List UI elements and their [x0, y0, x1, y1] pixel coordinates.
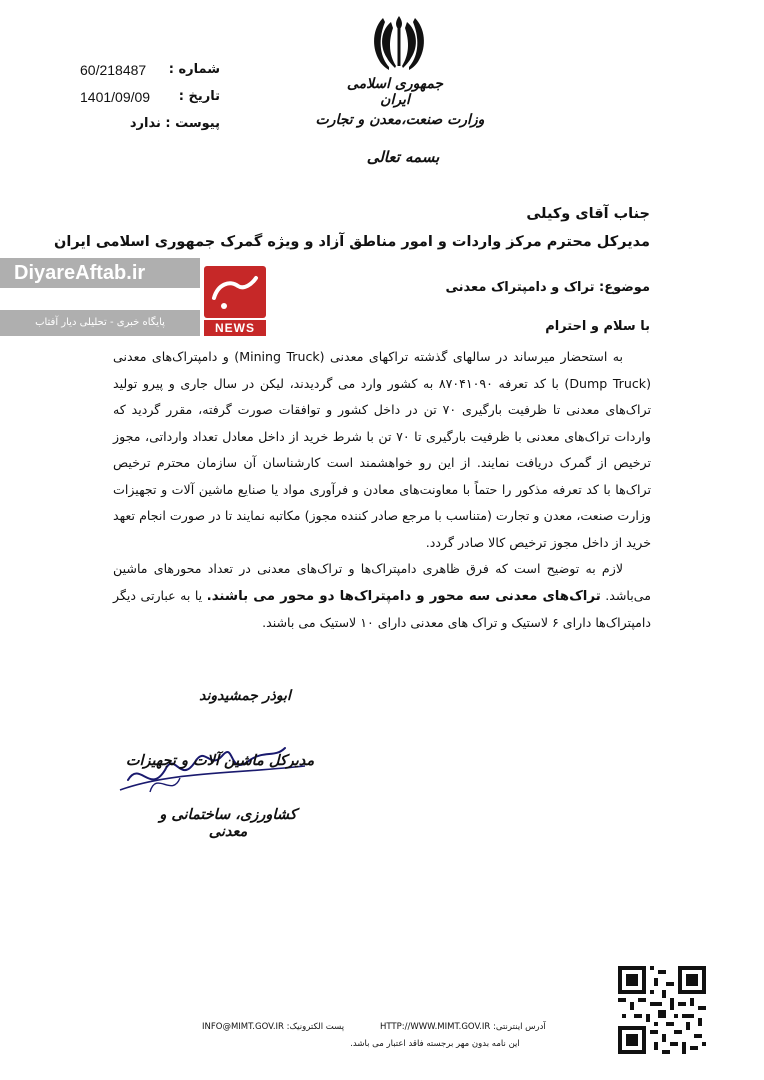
footer-email-label: :پست الکترونیک [286, 1022, 345, 1032]
letter-number [80, 62, 220, 86]
letter-date-value: 1401/09/09 [80, 89, 151, 105]
letter-number-label: شماره : [168, 62, 220, 77]
letter-date [80, 89, 220, 113]
news-logo-label: NEWS [215, 321, 255, 335]
signatory-title-2: کشاورزی، ساختمانی و معدنی [159, 806, 297, 840]
country-title: جمهوری اسلامی ایران [346, 76, 444, 108]
body-paragraph-1: به استحضار میرساند در سالهای گذشته تراکهای معدنی (Mining Truck) و دامپتراک‌های معدنی (Dump Truck) با کد تعرفه ۸۷۰۴۱۰۹۰ به کشور وارد می گردیدند، لیکن در سال جاری و پیرو تولید تراک‌های معدنی تا ظرفیت بارگیری ۷۰ تن در داخل کشور و توافقات صورت گرفته، مقرر گردید که واردات تراک‌های معدنی با ظرفیت بارگیری تا ۷۰ تن با شرط خرید از داخل معادل تعداد وارداتی، مجوز ترخیص از گمرک دریافت نمایند. از این رو خواهشمند است کارشناسان آن سازمان محترم ترخیص تراک‌ها با کد تعرفه مذکور را حتماً با معاونت‌های معادن و فرآوری مواد یا صنایع ماشین آلات و تجهیزات وزارت صنعت، معدن و تجارت (متناسب با مرجع صادر کننده مجوز) مکاتبه نمایند تا در صورت انجام تعهد خرید از داخل مجوز ترخیص کالا صادر گردد. [113, 349, 651, 550]
addressee-title: مدیرکل محترم مرکز واردات و امور مناطق آزاد و ویژه گمرک جمهوری اسلامی ایران [54, 234, 650, 250]
footer-website-value: HTTP://WWW.MIMT.GOV.IR [380, 1022, 491, 1032]
greeting-line: با سلام و احترام [545, 319, 650, 334]
letter-number-value: 60/218487 [80, 62, 147, 78]
body-paragraph-2-end: یا به عبارتی دیگر دامپتراک‌ها دارای ۶ لاستیک و تراک های معدنی دارای ۱۰ لاستیک می باشند. [113, 587, 651, 630]
body-paragraph-2 [113, 556, 651, 637]
body-paragraph-2-start: لازم به توضیح است که فرق ظاهری دامپتراک‌ها و تراک‌های معدنی در تعداد محورهای ماشین می‌باشد. [113, 561, 651, 603]
letter-attachment-label: پیوست : ندارد [129, 116, 220, 131]
letter-attachment [80, 116, 220, 140]
signatory-title-1: مدیرکل ماشین آلات و تجهیزات [125, 752, 315, 769]
news-logo [200, 262, 270, 338]
qr-code-icon [618, 966, 706, 1054]
body-paragraph-2-emphasis: تراک‌های معدنی سه محور و دامپتراک‌ها دو محور می باشند. [206, 588, 601, 604]
subject-line: موضوع: تراک و دامپتراک معدنی [445, 280, 650, 295]
iran-emblem-icon [369, 12, 429, 74]
footer-website-label: :آدرس اینترنتی [493, 1022, 546, 1032]
signatory-name: ابوذر جمشیدوند [199, 688, 291, 704]
watermark-tagline: پایگاه خبری - تحلیلی دیار آفتاب [0, 310, 200, 336]
letter-body [113, 344, 651, 637]
watermark-site: DiyareAftab.ir [0, 258, 200, 288]
ministry-title: وزارت صنعت،معدن و تجارت [315, 112, 485, 128]
letter-date-label: تاریخ : [178, 89, 220, 104]
handwritten-signature-icon [110, 700, 320, 800]
signature-block [110, 680, 320, 850]
basmala: بسمه تعالی [366, 148, 440, 166]
footer-website [380, 1022, 546, 1032]
footer-email-value: INFO@MIMT.GOV.IR [202, 1022, 284, 1032]
footer-email [202, 1022, 344, 1032]
addressee-name: جناب آقای وکیلی [526, 206, 650, 222]
footer-validity-note: این نامه بدون مهر برجسته فاقد اعتبار می باشد. [350, 1039, 520, 1049]
